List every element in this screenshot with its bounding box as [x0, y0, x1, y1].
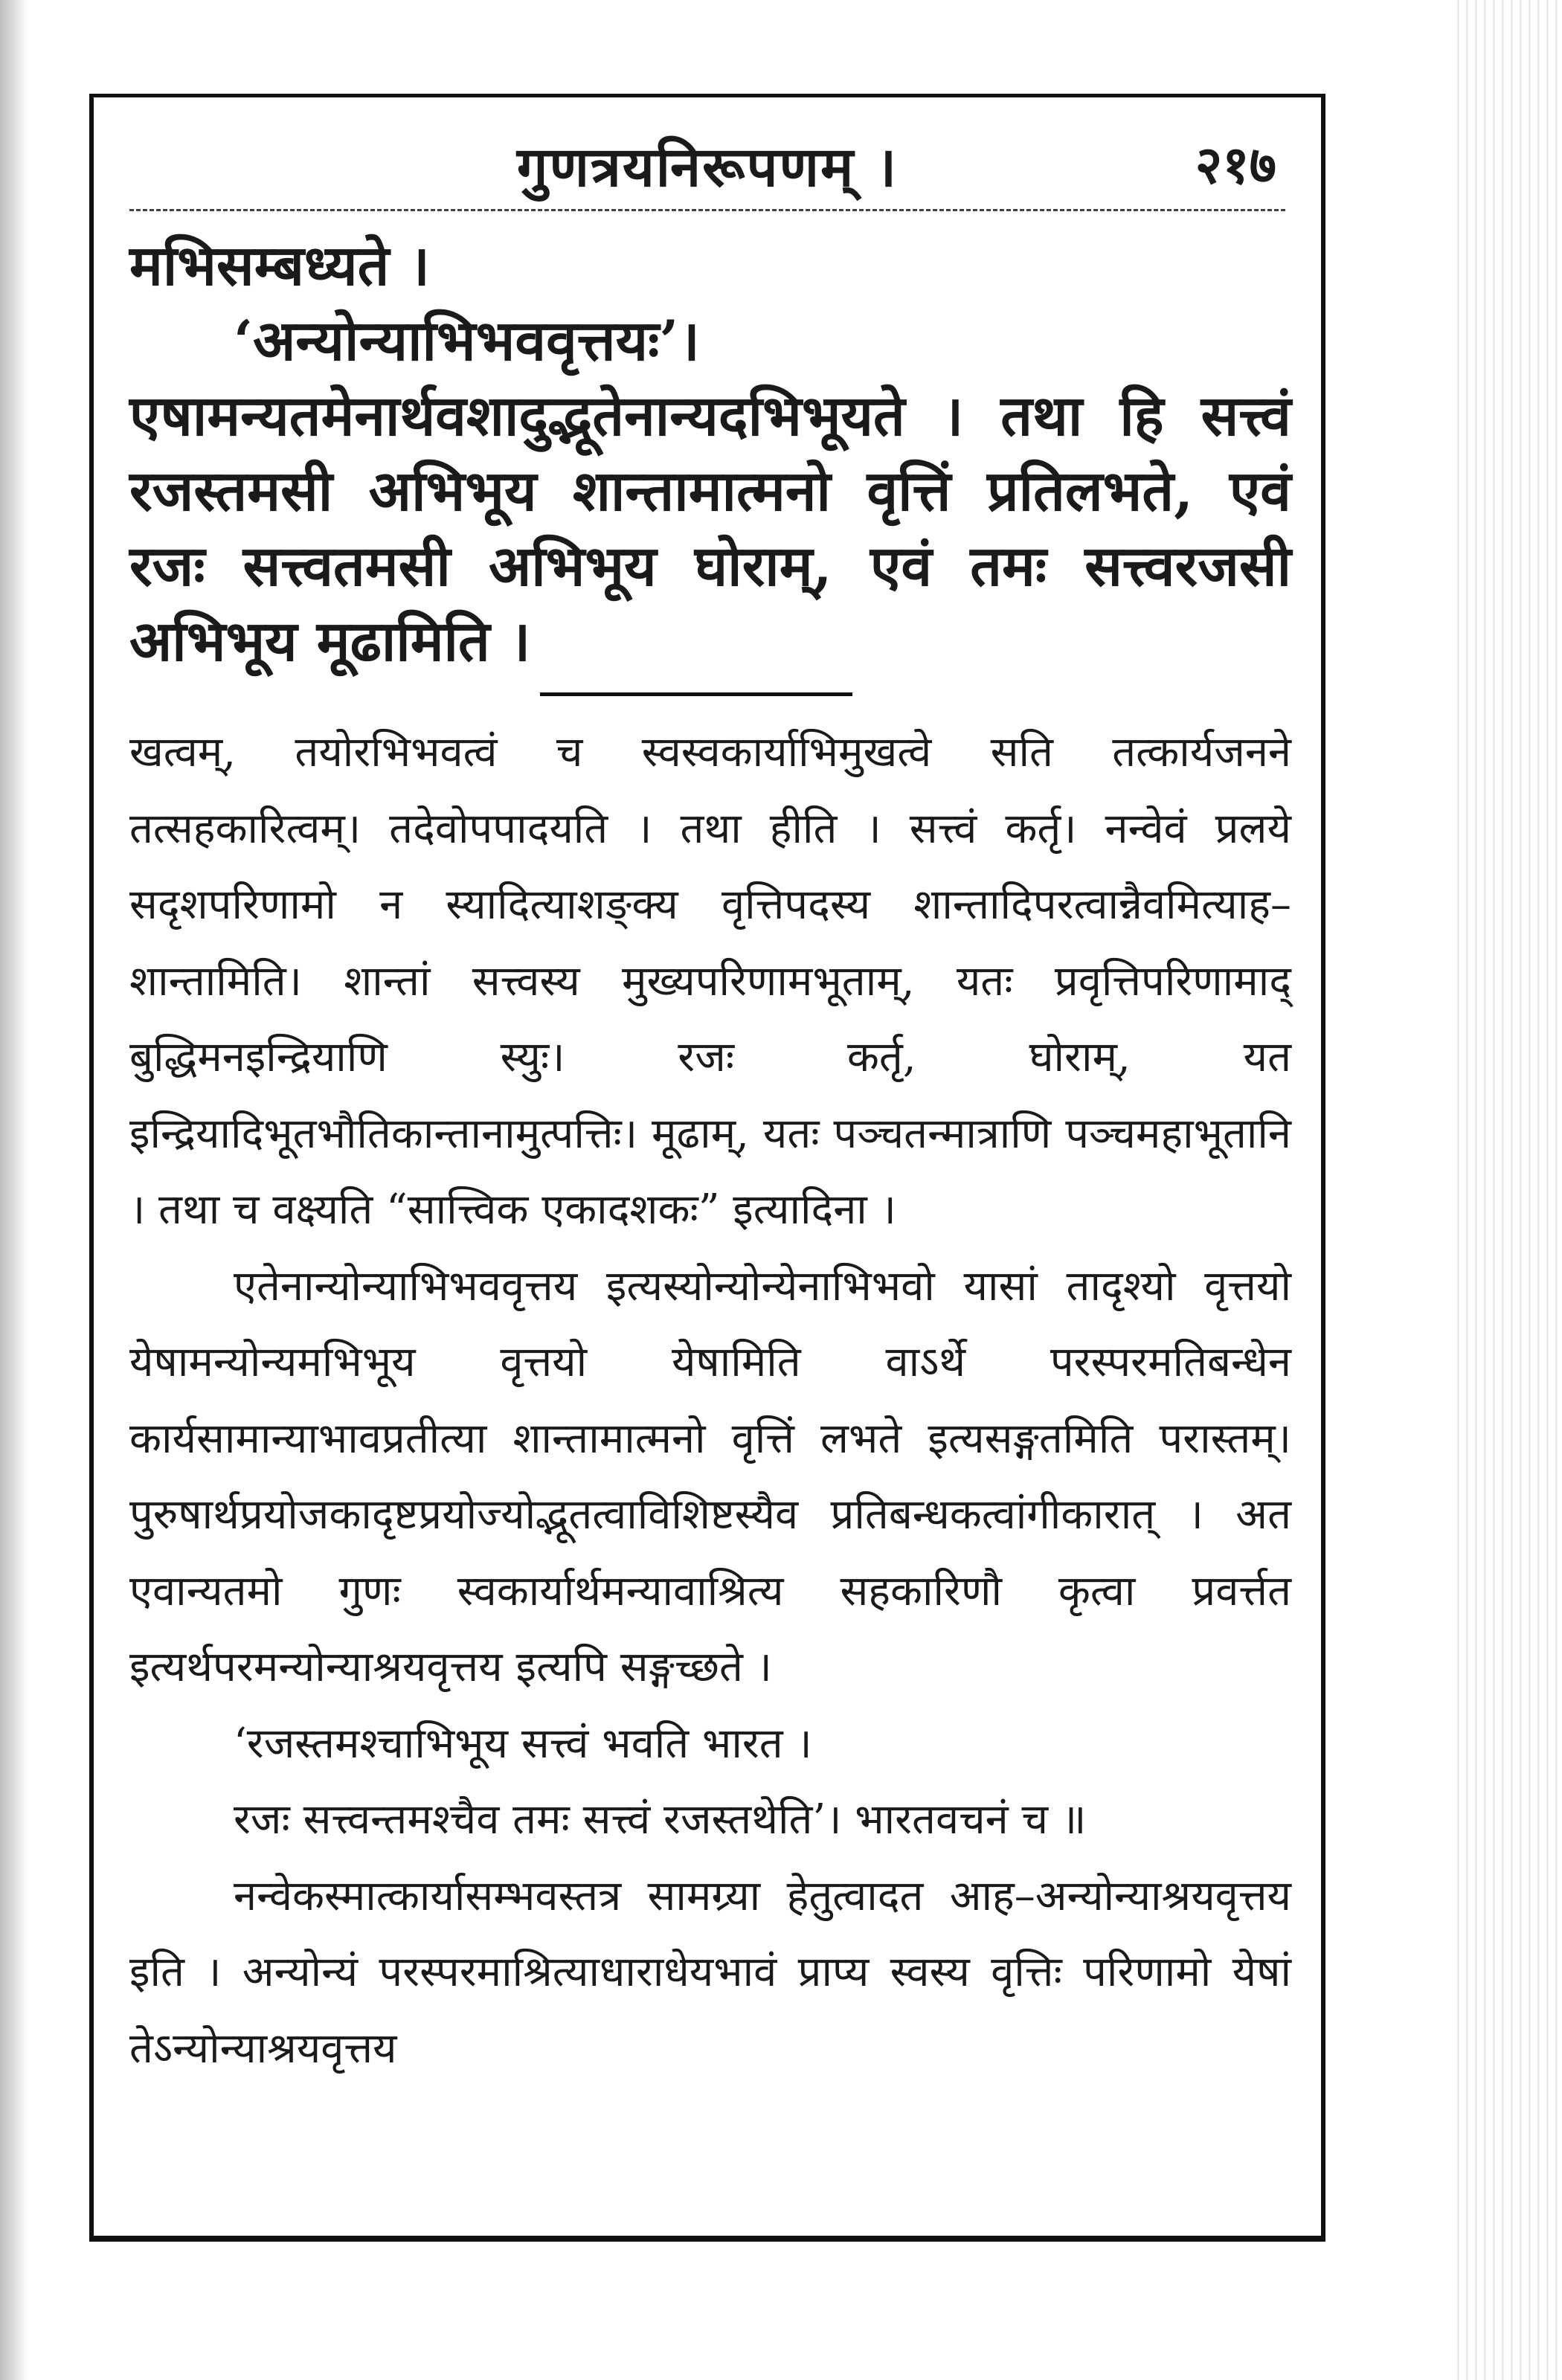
main-text-paragraph: ‘अन्योन्याभिभववृत्तयः’। एषामन्यतमेनार्थवशादुद्भूतेनान्यदभिभूयते । तथा हि सत्त्वं रजस्तमसी अभिभूय शान्तामात्मनो वृत्तिं प्रतिलभते, एवं रजः सत्त्वतमसी अभिभूय घोराम्, एवं तमः सत्त्वरजसी अभिभूय मूढामिति । — [129, 308, 1291, 674]
page-title: गुणत्रयनिरूपणम् । — [516, 135, 899, 199]
commentary-paragraph: एतेनान्योन्याभिभववृत्तय इत्यस्योन्योन्येनाभिभवो यासां तादृश्यो वृत्तयो येषामन्योन्यमभिभूय वृत्तयो येषामिति वाऽर्थे परस्परमतिबन्धेन कार्यसामान्याभावप्रतीत्या शान्तामात्मनो वृत्तिं लभते इत्यसङ्गतमिति परास्तम्। पुरुषार्थप्रयोजकादृष्टप्रयोज्योद्भूतत्वाविशिष्टस्यैव प्रतिबन्धकत्वांगीकारात् । अत एवान्यतमो गुणः स्वकार्यार्थमन्यावाश्रित्य सहकारिणौ कृत्वा प्रवर्त्तत इत्यर्थपरमन्योन्याश्रयवृत्तय इत्यपि सङ्गच्छते । — [129, 1261, 1291, 1691]
scan-right-edge — [1450, 0, 1562, 2380]
commentary — [129, 715, 1291, 2087]
scan-left-edge — [0, 0, 28, 2380]
commentary-paragraph: खत्वम्, तयोरभिभवत्वं च स्वस्वकार्याभिमुखत्वे सति तत्कार्यजनने तत्सहकारित्वम्। तदेवोपपादयति । तथा हीति । सत्त्वं कर्तृ। नन्वेवं प्रलये सदृशपरिणामो न स्यादित्याशङ्क्य वृत्तिपदस्य शान्तादिपरत्वान्नैवमित्याह–शान्तामिति। शान्तां सत्त्वस्य मुख्यपरिणामभूताम्, यतः प्रवृत्तिपरिणामाद् बुद्धिमनइन्द्रियाणि स्युः। रजः कर्तृ, घोराम्, यत इन्द्रियादिभूतभौतिकान्तानामुत्पत्तिः। मूढाम्, यतः पञ्चतन्मात्राणि पञ्चमहाभूतानि । तथा च वक्ष्यति “सात्त्विक एकादशकः” इत्यादिना । — [129, 728, 1291, 1234]
page-number: २१७ — [1195, 134, 1276, 196]
page-frame — [89, 94, 1325, 2242]
main-text — [129, 228, 1291, 679]
quoted-verse: रजः सत्त्वन्तमश्चैव तमः सत्त्वं रजस्तथेति’। भारतवचनं च ॥ — [234, 1795, 1087, 1844]
running-head — [94, 127, 1321, 209]
header-divider — [129, 209, 1285, 211]
quoted-verse: ‘रजस्तमश्चाभिभूय सत्त्वं भवति भारत । — [234, 1719, 812, 1768]
main-text-line: मभिसम्बध्यते । — [129, 233, 430, 298]
commentary-paragraph: नन्वेकस्मात्कार्यासम्भवस्तत्र सामग्र्या हेतुत्वादत आह–अन्योन्याश्रयवृत्तय इति । अन्योन्यं परस्परमाश्रित्याधाराधेयभावं प्राप्य स्वस्य वृत्तिः परिणामो येषां तेऽन्योन्याश्रयवृत्तय — [129, 1871, 1291, 2073]
section-divider — [540, 692, 852, 696]
